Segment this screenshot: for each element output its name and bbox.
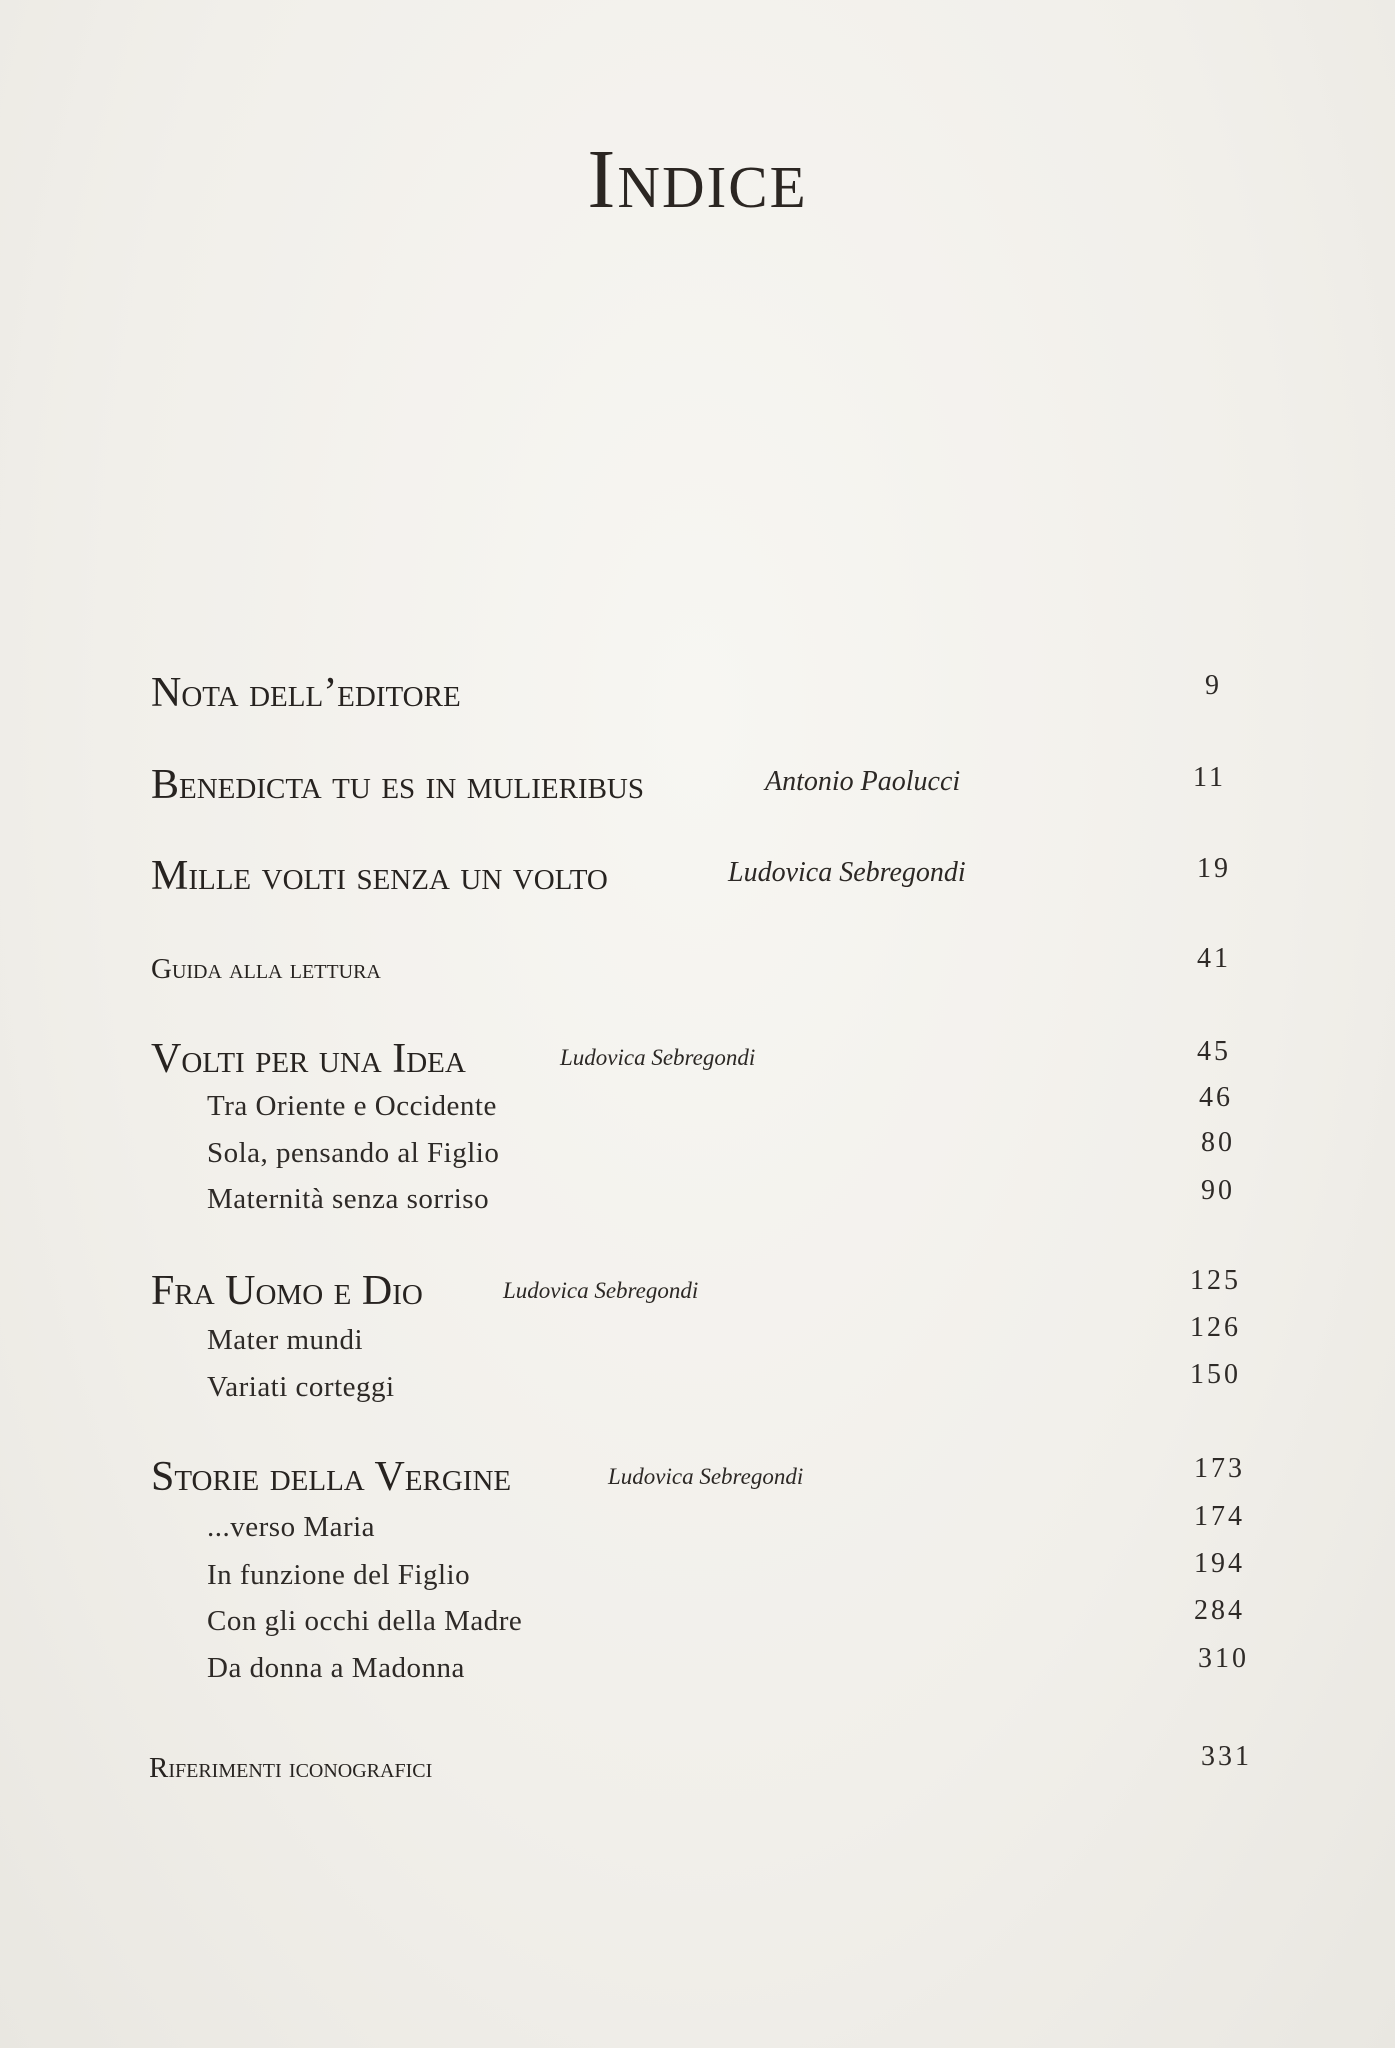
toc-subentry-page: 174 bbox=[1194, 1501, 1245, 1532]
toc-entry-title: Benedicta tu es in mulieribus bbox=[151, 762, 644, 808]
toc-entry-author: Ludovica Sebregondi bbox=[608, 1464, 804, 1489]
toc-subentry-page: 194 bbox=[1194, 1548, 1245, 1579]
toc-subentry-title: Variati corteggi bbox=[207, 1371, 395, 1403]
toc-subentry-page: 150 bbox=[1190, 1359, 1241, 1390]
toc-subentry-title: Da donna a Madonna bbox=[207, 1652, 465, 1684]
toc-entry-page: 331 bbox=[1201, 1741, 1252, 1772]
toc-subentry-page: 90 bbox=[1201, 1175, 1235, 1206]
toc-subentry-title: Maternità senza sorriso bbox=[207, 1183, 490, 1215]
toc-entry-page: 45 bbox=[1197, 1036, 1231, 1067]
toc-entry-title: Volti per una Idea bbox=[151, 1036, 466, 1082]
toc-entry-page: 11 bbox=[1193, 762, 1226, 793]
toc-entry-author: Ludovica Sebregondi bbox=[728, 857, 966, 888]
toc-entry-title: Mille volti senza un volto bbox=[151, 853, 608, 899]
toc-subentry-title: ...verso Maria bbox=[207, 1511, 376, 1543]
toc-subentry-title: Tra Oriente e Occidente bbox=[207, 1090, 497, 1122]
toc-subentry-page: 80 bbox=[1201, 1127, 1235, 1158]
toc-subentry-title: Mater mundi bbox=[207, 1324, 364, 1356]
toc-subentry-title: In funzione del Figlio bbox=[207, 1559, 471, 1591]
toc-subentry-title: Con gli occhi della Madre bbox=[207, 1605, 523, 1637]
page-title: Indice bbox=[587, 133, 808, 226]
toc-entry-title: Storie della Vergine bbox=[151, 1454, 512, 1500]
toc-subentry-title: Sola, pensando al Figlio bbox=[207, 1137, 500, 1169]
toc-entry-page: 173 bbox=[1194, 1453, 1245, 1484]
toc-entry-title: Riferimenti iconografici bbox=[149, 1752, 433, 1784]
toc-entry-author: Ludovica Sebregondi bbox=[503, 1278, 699, 1303]
toc-entry-author: Antonio Paolucci bbox=[765, 766, 961, 797]
toc-entry-title: Nota dell’editore bbox=[151, 670, 461, 716]
toc-subentry-page: 126 bbox=[1190, 1312, 1241, 1343]
toc-entry-page: 9 bbox=[1205, 670, 1222, 701]
toc-entry-title: Guida alla lettura bbox=[151, 953, 381, 985]
toc-subentry-page: 284 bbox=[1194, 1595, 1245, 1626]
toc-entry-page: 125 bbox=[1190, 1265, 1241, 1296]
toc-entry-page: 41 bbox=[1197, 943, 1231, 974]
toc-entry-title: Fra Uomo e Dio bbox=[151, 1268, 423, 1314]
toc-subentry-page: 46 bbox=[1199, 1082, 1233, 1113]
toc-entry-page: 19 bbox=[1197, 853, 1231, 884]
toc-subentry-page: 310 bbox=[1198, 1643, 1249, 1674]
toc-entry-author: Ludovica Sebregondi bbox=[560, 1045, 756, 1070]
